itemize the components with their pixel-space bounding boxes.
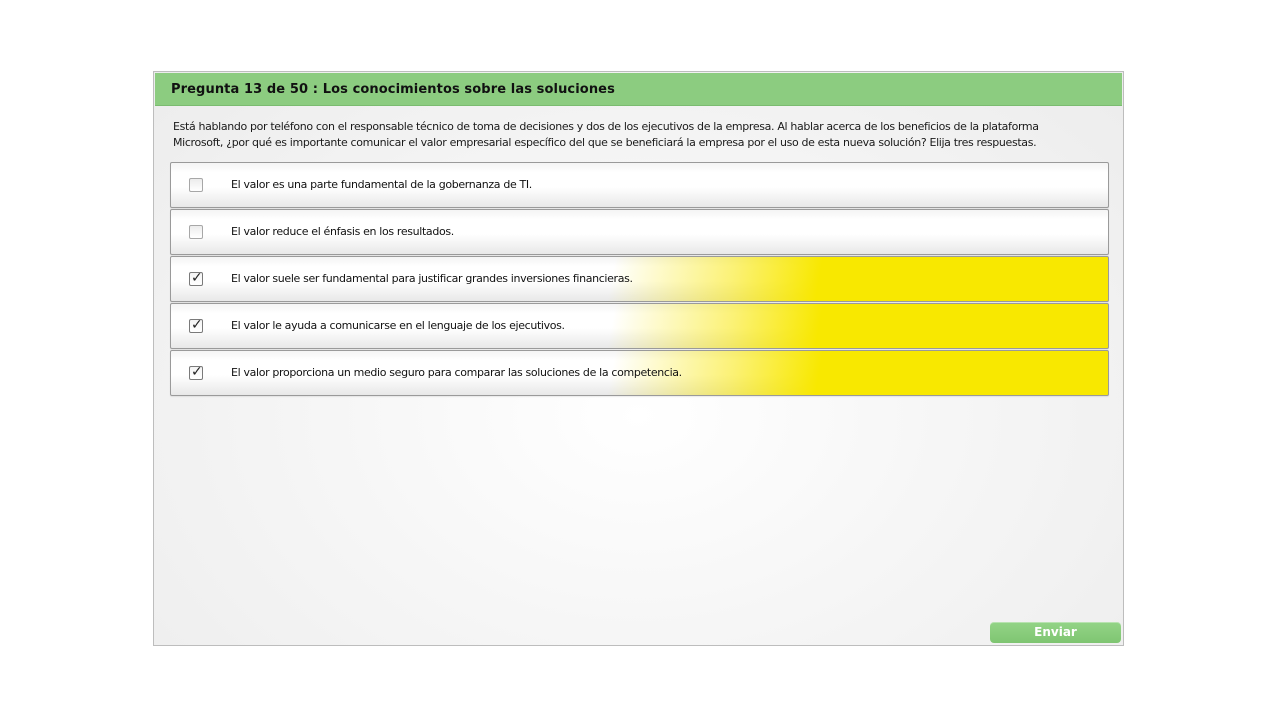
quiz-window: [153, 71, 1124, 646]
answer-label-3: El valor suele ser fundamental para justificar grandes inversiones financieras.: [231, 272, 633, 285]
checkmark-icon: ✓: [191, 270, 203, 286]
answer-checkbox-5[interactable]: [189, 366, 203, 380]
question-header: [155, 73, 1122, 106]
answer-option-5[interactable]: [170, 350, 1109, 396]
answer-label-5: El valor proporciona un medio seguro para comparar las soluciones de la competencia.: [231, 366, 682, 379]
question-title: Pregunta 13 de 50 : Los conocimientos sobre las soluciones: [171, 82, 615, 97]
answer-option-3[interactable]: [170, 256, 1109, 302]
answer-option-2[interactable]: [170, 209, 1109, 255]
answer-options: [170, 162, 1109, 397]
answer-checkbox-4[interactable]: [189, 319, 203, 333]
answer-option-4[interactable]: [170, 303, 1109, 349]
answer-checkbox-3[interactable]: [189, 272, 203, 286]
question-prompt-line-2: Microsoft, ¿por qué es importante comunicar el valor empresarial específico del que se beneficiará la empresa por el uso de esta nueva solución? Elija tres respuestas.: [173, 136, 1037, 149]
question-prompt: [173, 119, 1073, 151]
answer-label-2: El valor reduce el énfasis en los resultados.: [231, 225, 454, 238]
checkmark-icon: ✓: [191, 364, 203, 380]
question-prompt-line-1: Está hablando por teléfono con el responsable técnico de toma de decisiones y dos de los ejecutivos de la empresa. Al hablar acerca de los beneficios de la plataforma: [173, 120, 1039, 133]
submit-button[interactable]: Enviar: [990, 622, 1121, 643]
answer-checkbox-1[interactable]: [189, 178, 203, 192]
checkmark-icon: ✓: [191, 317, 203, 333]
answer-option-1[interactable]: [170, 162, 1109, 208]
answer-label-1: El valor es una parte fundamental de la gobernanza de TI.: [231, 178, 532, 191]
answer-label-4: El valor le ayuda a comunicarse en el lenguaje de los ejecutivos.: [231, 319, 565, 332]
answer-checkbox-2[interactable]: [189, 225, 203, 239]
